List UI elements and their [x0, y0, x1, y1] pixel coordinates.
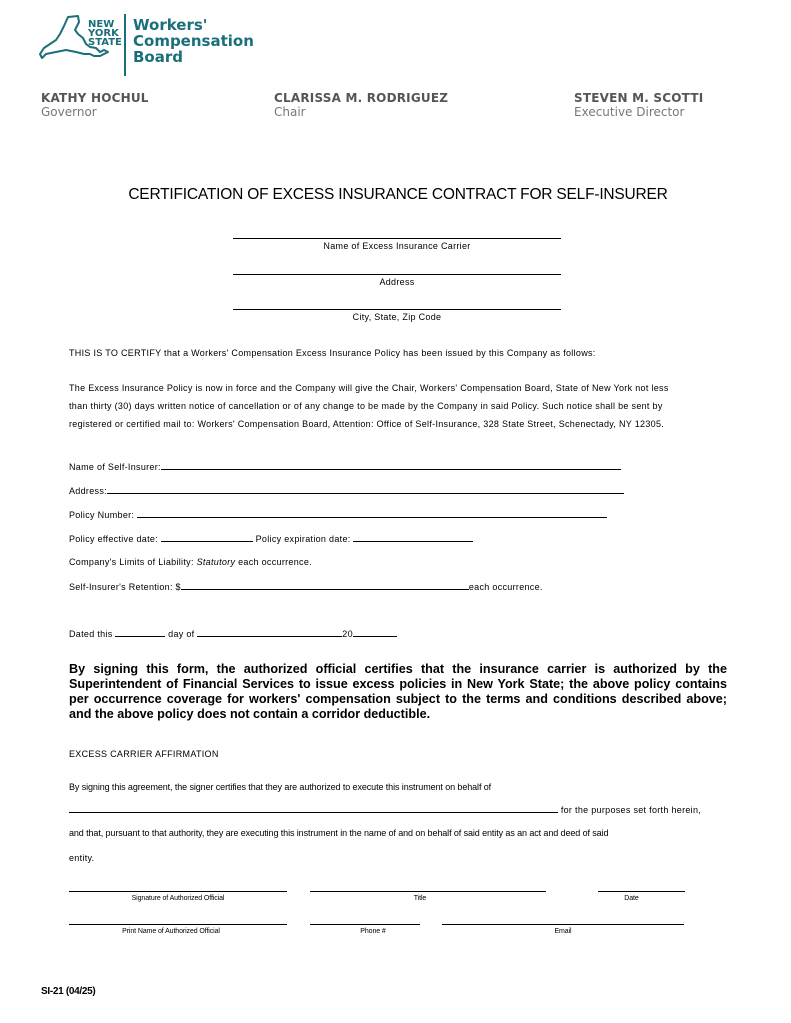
policy-number-field[interactable]	[137, 509, 607, 518]
logo-state-line: STATE	[88, 37, 122, 48]
email-label: Email	[554, 928, 572, 935]
affirmation-line: By signing this agreement, the signer certifies that they are authorized to execute this instrument on behalf of	[69, 782, 492, 792]
policy-expiration-date-field[interactable]	[353, 533, 473, 542]
dated-day-field[interactable]	[115, 628, 165, 637]
policy-expiration-label: Policy expiration date:	[255, 534, 351, 544]
affirmation-heading: EXCESS CARRIER AFFIRMATION	[69, 749, 219, 759]
logo-agency-line: Compensation	[133, 32, 254, 50]
title-label: Title	[413, 895, 427, 902]
self-insurer-address-label: Address:	[69, 486, 107, 496]
official-name: STEVEN M. SCOTTI	[574, 91, 704, 105]
notice-line: than thirty (30) days written notice of cancellation or of any change to be made by the Company in said Policy. Such notice shall be sent by	[69, 401, 663, 411]
logo-state-line: YORK	[88, 28, 119, 39]
phone-label: Phone #	[360, 928, 386, 935]
liability-suffix: each occurrence.	[238, 557, 312, 567]
self-insurer-address-row	[69, 485, 624, 496]
print-name-label: Print Name of Authorized Official	[122, 928, 220, 935]
certify-intro: THIS IS TO CERTIFY that a Workers' Compensation Excess Insurance Policy has been issued by this Company as follows:	[69, 348, 596, 358]
email-field[interactable]	[442, 924, 684, 925]
self-insurer-name-field[interactable]	[161, 461, 621, 470]
logo-agency-text	[133, 17, 254, 65]
form-title: CERTIFICATION OF EXCESS INSURANCE CONTRACT FOR SELF-INSURER	[128, 186, 668, 203]
logo-agency-line: Board	[133, 48, 183, 66]
date-field[interactable]	[598, 891, 685, 892]
title-field[interactable]	[310, 891, 546, 892]
policy-effective-label: Policy effective date:	[69, 534, 158, 544]
liability-value: Statutory	[196, 557, 236, 567]
carrier-city-state-zip-label: City, State, Zip Code	[352, 312, 442, 322]
self-insurer-address-field[interactable]	[107, 485, 624, 494]
notice-line: The Excess Insurance Policy is now in force and the Company will give the Chair, Workers' Compensation Board, State of New York not less	[69, 383, 669, 393]
official-chair	[274, 91, 448, 119]
date-label: Date	[624, 895, 639, 902]
notice-line: registered or certified mail to: Workers' Compensation Board, Attention: Office of Self-Insurance, 328 State Street, Schenectady, NY 12305.	[69, 419, 665, 429]
dated-row	[69, 628, 397, 639]
policy-number-row	[69, 509, 607, 520]
official-title: Chair	[274, 105, 306, 119]
form-id: SI-21 (04/25)	[41, 986, 96, 997]
affirmation-purposes: for the purposes set forth herein,	[560, 805, 702, 815]
carrier-city-state-zip-field[interactable]	[233, 309, 561, 310]
official-title: Governor	[41, 105, 97, 119]
logo-divider	[124, 14, 126, 76]
logo-state-line: NEW	[88, 19, 115, 30]
logo-state-text	[88, 20, 122, 47]
print-name-field[interactable]	[69, 924, 287, 925]
dated-month-field[interactable]	[197, 628, 342, 637]
retention-amount-field[interactable]	[181, 581, 469, 590]
retention-suffix: each occurrence.	[468, 582, 543, 592]
official-governor	[41, 91, 149, 119]
affirmation-line: and that, pursuant to that authority, they are executing this instrument in the name of and on behalf of said entity as an act and deed of said	[69, 828, 609, 838]
signature-field[interactable]	[69, 891, 287, 892]
official-executive-director	[574, 91, 703, 119]
dated-label: Dated this	[69, 629, 113, 639]
nys-logo	[38, 14, 254, 78]
policy-effective-date-field[interactable]	[161, 533, 253, 542]
dated-year-field[interactable]	[353, 628, 397, 637]
year-prefix: 20	[342, 629, 353, 639]
affirmation-entity-field[interactable]	[69, 804, 558, 813]
carrier-name-field[interactable]	[233, 238, 561, 239]
phone-field[interactable]	[310, 924, 420, 925]
self-insurer-name-label: Name of Self-Insurer:	[69, 462, 161, 472]
carrier-name-label: Name of Excess Insurance Carrier	[323, 241, 471, 251]
signature-label: Signature of Authorized Official	[131, 895, 225, 902]
carrier-address-label: Address	[379, 277, 415, 287]
day-of-label: day of	[168, 629, 195, 639]
carrier-address-field[interactable]	[233, 274, 561, 275]
official-name: CLARISSA M. RODRIGUEZ	[274, 91, 449, 105]
official-name: KATHY HOCHUL	[41, 91, 149, 105]
retention-row	[69, 581, 543, 592]
liability-label: Company's Limits of Liability:	[69, 557, 194, 567]
retention-label: Self-Insurer's Retention: $	[69, 582, 181, 592]
policy-dates-row	[69, 533, 473, 544]
affirmation-entity-row	[69, 804, 701, 815]
self-insurer-name-row	[69, 461, 621, 472]
liability-row	[69, 557, 312, 567]
official-title: Executive Director	[574, 105, 685, 119]
logo-agency-line: Workers'	[133, 16, 208, 34]
certification-statement: By signing this form, the authorized official certifies that the insurance carrier is authorized by the Superintendent of Financial Services to issue excess policies in New York State; the above policy contains per occurrence coverage for workers' compensation subject to the terms and conditions described above; and the above policy does not contain a corridor deductible.	[69, 662, 727, 721]
affirmation-line: entity.	[69, 853, 95, 863]
policy-number-label: Policy Number:	[69, 510, 135, 520]
